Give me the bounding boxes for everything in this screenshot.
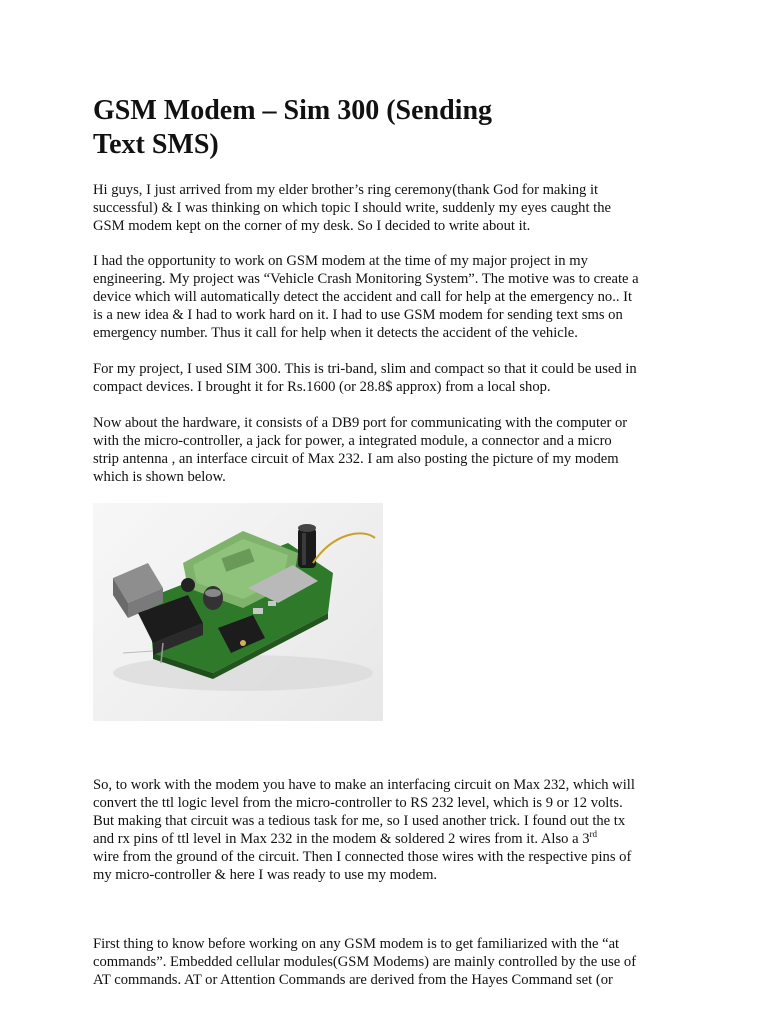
text-line — [93, 830, 635, 848]
text-line: commands”. Embedded cellular modules(GSM Modems) are mainly controlled by the use of — [93, 954, 637, 970]
text-line: my micro-controller & here I was ready to use my modem. — [93, 867, 438, 883]
text-line: But making that circuit was a tedious task for me, so I used another trick. I found out the tx — [93, 813, 626, 829]
text-line: which is shown below. — [93, 469, 226, 485]
page-title — [93, 94, 553, 162]
paragraph-intro — [93, 181, 611, 235]
text-line: First thing to know before working on any GSM modem is to get familiarized with the “at — [93, 936, 620, 952]
text-line: Now about the hardware, it consists of a DB9 port for communicating with the computer or — [93, 415, 628, 431]
text-line: is a new idea & I had to work hard on it. I had to use GSM modem for sending text sms on — [93, 307, 623, 323]
text-line: compact devices. I brought it for Rs.1600 (or 28.8$ approx) from a local shop. — [93, 379, 551, 395]
text-line: For my project, I used SIM 300. This is tri-band, slim and compact so that it could be used in — [93, 361, 637, 377]
text-line: AT commands. AT or Attention Commands are derived from the Hayes Command set (or — [93, 972, 613, 988]
text-fragment: and rx pins of ttl level in Max 232 in the modem & soldered 2 wires from it. Also a 3 — [93, 831, 590, 847]
gsm-modem-photo — [93, 503, 383, 721]
text-line: I had the opportunity to work on GSM modem at the time of my major project in my — [93, 253, 588, 269]
paragraph-hardware — [93, 414, 627, 486]
text-line: Hi guys, I just arrived from my elder brother’s ring ceremony(thank God for making it — [93, 182, 599, 198]
text-line: strip antenna , an interface circuit of Max 232. I am also posting the picture of my modem — [93, 451, 619, 467]
text-line: with the micro-controller, a jack for power, a integrated module, a connector and a micro — [93, 433, 612, 449]
title-line-1: GSM Modem – Sim 300 (Sending — [93, 95, 493, 126]
text-line: emergency number. Thus it call for help when it detects the accident of the vehicle. — [93, 325, 578, 341]
gsm-modem-illustration — [93, 503, 383, 721]
superscript: rd — [589, 829, 598, 840]
paragraph-interface — [93, 776, 635, 884]
text-line: convert the ttl logic level from the micro-controller to RS 232 level, which is 9 or 12 volts. — [93, 795, 623, 811]
title-line-2: Text SMS) — [93, 129, 219, 160]
text-line: engineering. My project was “Vehicle Crash Monitoring System”. The motive was to create a — [93, 271, 639, 287]
text-line: device which will automatically detect the accident and call for help at the emergency no.. It — [93, 289, 633, 305]
paragraph-sim300 — [93, 360, 637, 396]
paragraph-project — [93, 252, 639, 342]
text-line: GSM modem kept on the corner of my desk. So I decided to write about it. — [93, 218, 531, 234]
text-line: So, to work with the modem you have to make an interfacing circuit on Max 232, which will — [93, 777, 635, 793]
text-line: successful) & I was thinking on which topic I should write, suddenly my eyes caught the — [93, 200, 611, 216]
paragraph-at-commands — [93, 935, 636, 989]
text-line: wire from the ground of the circuit. Then I connected those wires with the respective pins of — [93, 849, 632, 865]
